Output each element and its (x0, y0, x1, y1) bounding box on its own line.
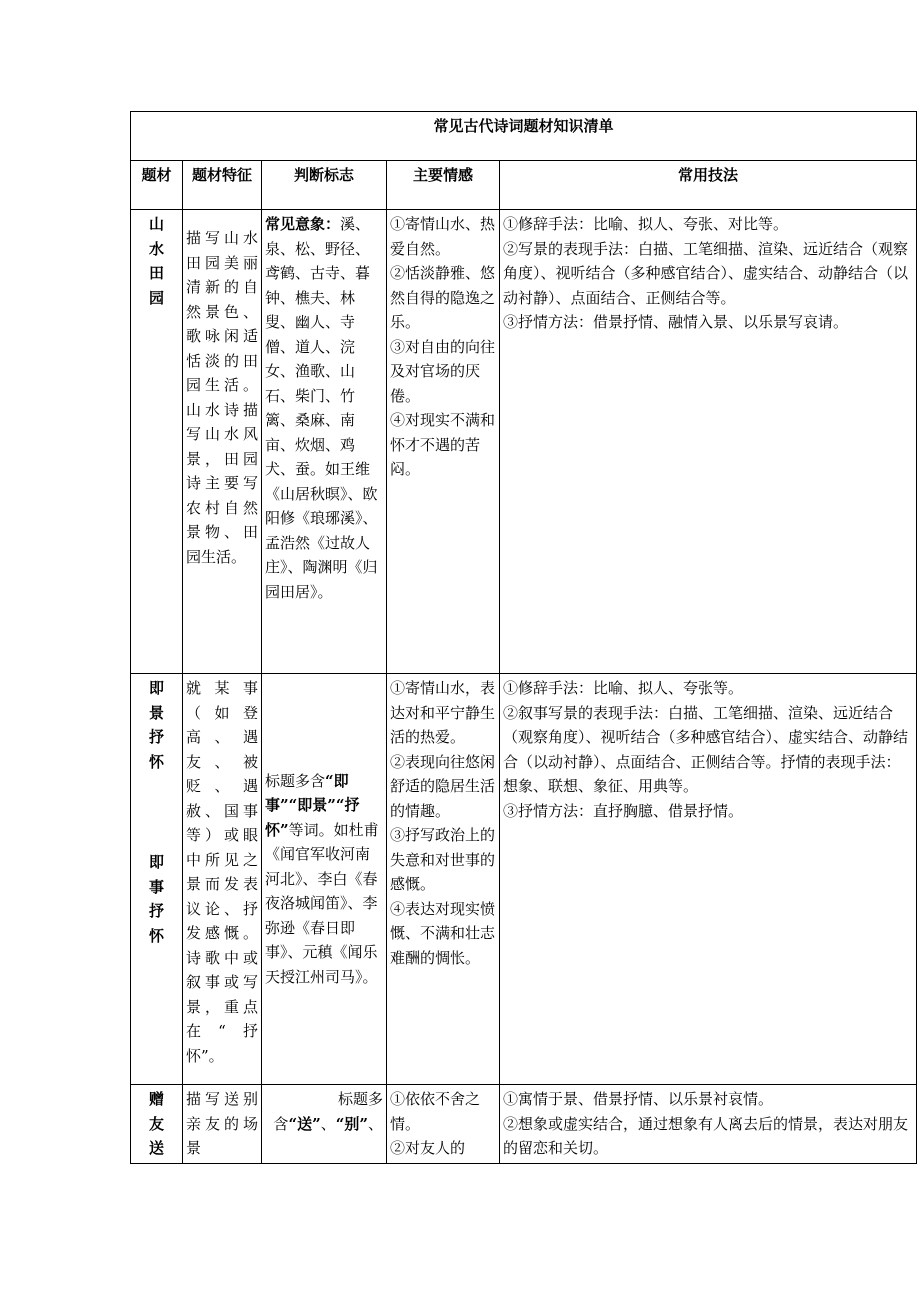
emotion-cell (387, 674, 500, 1085)
emotion-item: ②对友人的 (390, 1139, 466, 1157)
emotion-item: ②表现向往悠闲舒适的隐居生活的情趣。 (390, 752, 496, 820)
technique-item: ③抒情方法：借景抒情、融情入景、以乐景写哀请。 (503, 313, 849, 331)
technique-item: ②写景的表现手法：白描、工笔细描、渲染、远近结合（观察角度）、视听结合（多种感官结合）、虚实结合、动静结合（以动衬静）、点面结合、正侧结合等。 (503, 239, 909, 307)
technique-cell (500, 210, 917, 674)
topic-cell (131, 1085, 183, 1164)
technique-item: ①修辞手法：比喻、拟人、夸张等。 (503, 679, 744, 697)
topic-label-scene: 即景抒怀 (149, 679, 165, 771)
header-technique: 常用技法 (500, 161, 917, 210)
technique-item: ①修辞手法：比喻、拟人、夸张、对比等。 (503, 215, 789, 233)
topic-label-event: 即事抒怀 (149, 853, 165, 945)
emotion-item: ③对自由的向往及对官场的厌倦。 (390, 337, 496, 405)
sign-separator: 、 (320, 1114, 336, 1133)
emotion-item: ①寄情山水、热爱自然。 (390, 215, 496, 258)
topic-label: 赠友送 (149, 1090, 165, 1157)
sign-cell (262, 1085, 387, 1164)
header-row (131, 161, 917, 210)
topic-cell (131, 674, 183, 1085)
emotion-item: ①依依不舍之情。 (390, 1090, 481, 1133)
table-row (131, 674, 917, 1085)
feature-cell: 就某事（如登高、遇友、被贬、遇赦、国事等）或眼中所见之景而发表议论、抒发感慨。诗歌中或叙事或写景，重点在“抒怀”。 (183, 674, 262, 1085)
sign-cell (262, 674, 387, 1085)
sign-label: 常见意象： (265, 215, 341, 233)
technique-cell (500, 1085, 917, 1164)
feature-cell: 描写送别亲友的场景 (183, 1085, 262, 1164)
sign-text: 、 (367, 1114, 383, 1133)
header-sign: 判断标志 (262, 161, 387, 210)
emotion-item: ②恬淡静雅、悠然自得的隐逸之乐。 (390, 264, 496, 331)
sign-text: 溪、泉、松、野径、鸢鹤、古寺、暮钟、樵夫、林叟、幽人、寺僧、道人、浣女、渔歌、山石、柴门、竹篱、桑麻、南亩、炊烟、鸡犬、蚕。如王维《山居秋暝》、欧阳修《琅琊溪》、孟浩然《过故人庄》、陶渊明《归园田居》。 (265, 215, 378, 601)
emotion-item: ④表达对现实愤慨、不满和壮志难酬的惆怅。 (390, 899, 496, 967)
feature-cell: 描写山水田园美丽清新的自然景色、歌咏闲适恬淡的田园生活。山水诗描写山水风景，田园诗主要写农村自然景物、田园生活。 (183, 210, 262, 674)
header-feature: 题材特征 (183, 161, 262, 210)
emotion-cell (387, 1085, 500, 1164)
technique-cell (500, 674, 917, 1085)
sign-prefix: 标题多含 (273, 1090, 383, 1133)
table-row (131, 1085, 917, 1164)
emotion-item: ③抒写政治上的失意和对世事的感慨。 (390, 826, 496, 893)
sign-keyword: “送” (288, 1114, 321, 1133)
table-title: 常见古代诗词题材知识清单 (131, 112, 917, 161)
sign-prefix: 标题多含 (265, 771, 326, 790)
emotion-item: ①寄情山水，表达对和平宁静生活的热爱。 (390, 679, 496, 746)
technique-item: ①寓情于景、借景抒情、以乐景衬哀情。 (503, 1090, 774, 1108)
header-emotion: 主要情感 (387, 161, 500, 210)
technique-item: ③抒情方法：直抒胸臆、借景抒情。 (503, 801, 744, 820)
header-topic: 题材 (131, 161, 183, 210)
table-row (131, 210, 917, 674)
sign-text: 等词。如杜甫《闻官军收河南河北》、李白《春夜洛城闻笛》、李弥逊《春日即事》、元稹《闻乐天授江州司马》。 (265, 820, 379, 986)
technique-item: ②叙事写景的表现手法：白描、工笔细描、渲染、远近结合（观察角度）、视听结合（多种感官结合）、虚实结合、动静结合（以动衬静）、点面结合、正侧结合等。抒情的表现手法：想象、联想、象征、用典等。 (503, 703, 909, 795)
topic-label: 山水田园 (149, 215, 165, 307)
knowledge-table (130, 111, 917, 1164)
sign-keyword: “别” (335, 1114, 368, 1133)
sign-cell (262, 210, 387, 674)
technique-item: ②想象或虚实结合，通过想象有人离去后的情景，表达对朋友的留恋和关切。 (503, 1114, 909, 1157)
sign-keyword: “抒怀” (265, 796, 360, 839)
sign-keyword: “即事” (265, 771, 349, 815)
topic-cell (131, 210, 183, 674)
emotion-item: ④对现实不满和怀才不遇的苦闷。 (390, 411, 496, 478)
emotion-cell (387, 210, 500, 674)
sign-keyword: “即景” (288, 796, 336, 815)
